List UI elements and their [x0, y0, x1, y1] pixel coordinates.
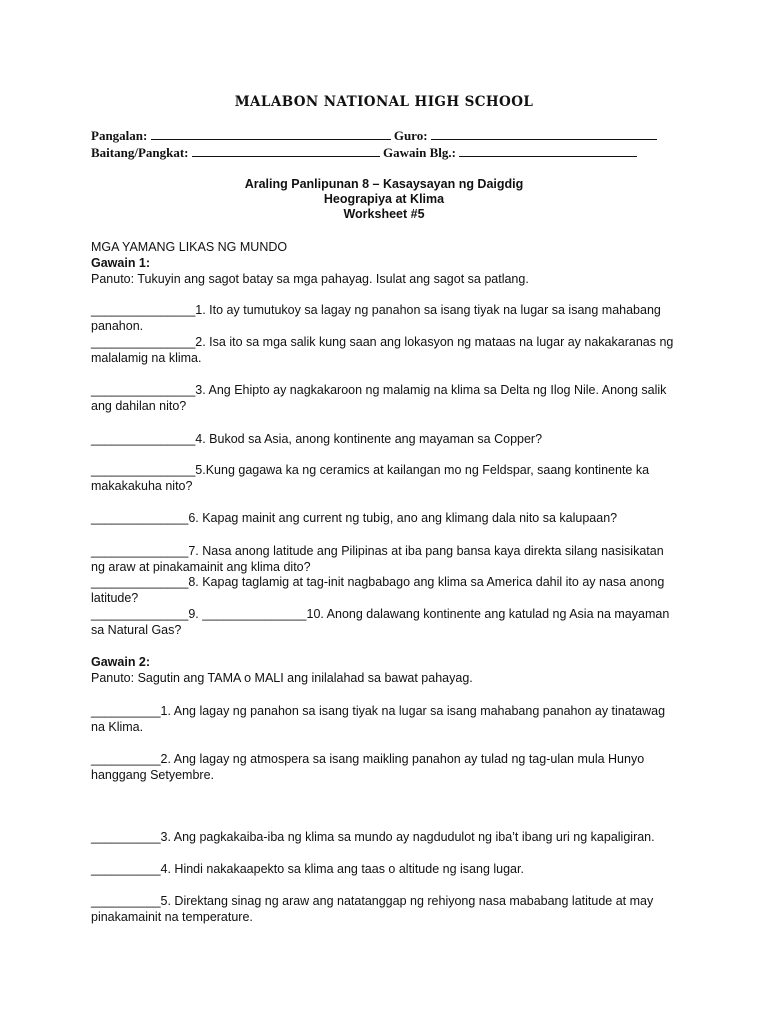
question-line: ______________8. Kapag taglamig at tag-init nagbabago ang klima sa America dahil ito ay nasa anong — [91, 575, 665, 589]
question-line: na Klima. — [91, 720, 144, 734]
question-line: _______________5.Kung gagawa ka ng ceramics at kailangan mo ng Feldspar, saang kontinente ka — [91, 463, 650, 477]
question-line: _______________4. Bukod sa Asia, anong kontinente ang mayaman sa Copper? — [91, 432, 543, 446]
g2-question-5 — [91, 893, 691, 925]
question-line: __________1. Ang lagay ng panahon sa isang tiyak na lugar sa isang mahabang panahon ay tinatawag — [91, 704, 666, 718]
g2-question-1 — [91, 703, 691, 735]
baitang-blank[interactable] — [192, 144, 380, 157]
g1-question-9-10 — [91, 606, 691, 638]
g1-question-7 — [91, 543, 691, 575]
g1-question-2 — [91, 334, 691, 366]
question-line: _______________1. Ito ay tumutukoy sa lagay ng panahon sa isang tiyak na lugar sa isang mahabang — [91, 303, 661, 317]
g1-question-3 — [91, 382, 691, 414]
g2-question-3 — [91, 829, 691, 845]
question-line: latitude? — [91, 591, 139, 605]
question-line: __________3. Ang pagkakaiba-iba ng klima sa mundo ay nagdudulot ng iba’t ibang uri ng kapaligiran. — [91, 830, 655, 844]
grade-activity-row — [91, 144, 637, 161]
question-line: _______________3. Ang Ehipto ay nagkakaroon ng malamig na klima sa Delta ng Ilog Nile. Anong salik — [91, 383, 667, 397]
question-line: __________5. Direktang sinag ng araw ang natatanggap ng rehiyong nasa mababang latitude at may — [91, 894, 654, 908]
section-title: MGA YAMANG LIKAS NG MUNDO — [91, 240, 288, 254]
g2-question-2 — [91, 751, 691, 783]
school-name: MALABON NATIONAL HIGH SCHOOL — [234, 94, 534, 110]
pangalan-blank[interactable] — [151, 127, 391, 140]
question-line: _______________2. Isa ito sa mga salik kung saan ang lokasyon ng mataas na lugar ay nakakaranas ng — [91, 335, 674, 349]
question-line: hanggang Setyembre. — [91, 768, 215, 782]
question-line: __________4. Hindi nakakaapekto sa klima ang taas o altitude ng isang lugar. — [91, 862, 524, 876]
question-line: ng araw at pinakamainit ang klima dito? — [91, 560, 311, 574]
g1-question-1 — [91, 302, 691, 334]
question-line: __________2. Ang lagay ng atmospera sa isang maikling panahon ay tulad ng tag-ulan mula Hunyo — [91, 752, 645, 766]
g2-question-4 — [91, 861, 691, 877]
part1-intro — [91, 239, 529, 287]
course-topic: Heograpiya at Klima — [323, 192, 445, 206]
question-line: sa Natural Gas? — [91, 623, 182, 637]
gawain-1-instruction: Panuto: Tukuyin ang sagot batay sa mga pahayag. Isulat ang sagot sa patlang. — [91, 272, 529, 286]
pangalan-label: Pangalan: — [91, 128, 148, 143]
part2-intro — [91, 654, 473, 686]
question-line: pinakamainit na temperature. — [91, 910, 253, 924]
guro-blank[interactable] — [431, 127, 657, 140]
baitang-label: Baitang/Pangkat: — [91, 145, 189, 160]
name-teacher-row — [91, 127, 657, 144]
question-line: malalamig na klima. — [91, 351, 202, 365]
gawain-blg-blank[interactable] — [459, 144, 637, 157]
gawain-2-heading: Gawain 2: — [91, 655, 151, 669]
g1-question-8 — [91, 574, 691, 606]
gawain-2-instruction: Panuto: Sagutin ang TAMA o MALI ang inilalahad sa bawat pahayag. — [91, 671, 473, 685]
question-line: ______________7. Nasa anong latitude ang Pilipinas at iba pang bansa kaya direkta silang nasisikatan — [91, 544, 664, 558]
gawain-blg-label: Gawain Blg.: — [383, 145, 456, 160]
g1-question-4 — [91, 431, 691, 447]
question-line: ______________9. _______________10. Anong dalawang kontinente ang katulad ng Asia na mayaman — [91, 607, 670, 621]
worksheet-number: Worksheet #5 — [343, 207, 425, 221]
question-line: panahon. — [91, 319, 144, 333]
gawain-1-heading: Gawain 1: — [91, 256, 151, 270]
guro-label: Guro: — [393, 128, 428, 143]
question-line: ang dahilan nito? — [91, 399, 187, 413]
g1-question-5 — [91, 462, 691, 494]
g1-question-6 — [91, 510, 691, 526]
question-line: makakakuha nito? — [91, 479, 193, 493]
course-subject: Araling Panlipunan 8 – Kasaysayan ng Daigdig — [244, 177, 524, 191]
question-line: ______________6. Kapag mainit ang current ng tubig, ano ang klimang dala nito sa kalupaan? — [91, 511, 618, 525]
